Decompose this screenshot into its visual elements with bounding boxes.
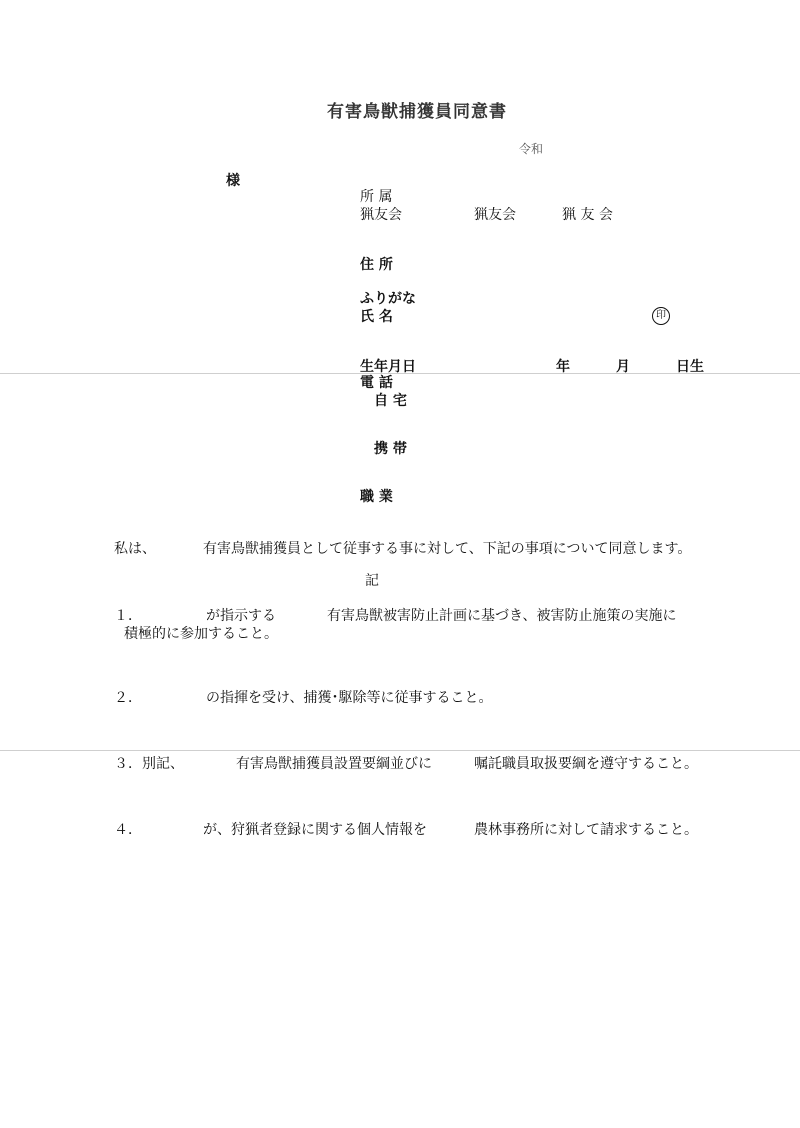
item-3-part-b: 嘱託職員取扱要綱を遵守すること。 [474,756,698,772]
furigana-label: ふりがな [360,291,416,307]
item-4-number: ４． [114,822,142,838]
phone-label: 電 話 [360,375,393,391]
item-2-text: の指揮を受け、捕獲･駆除等に従事すること。 [206,690,493,706]
item-1-number: １． [114,608,142,624]
occupation-label: 職 業 [360,489,393,505]
month-label: 月 [616,359,630,375]
home-phone-label: 自 宅 [374,393,407,409]
item-4-part-b: 農林事務所に対して請求すること。 [474,822,698,838]
day-label: 日生 [676,359,704,375]
mobile-phone-label: 携 帯 [374,441,407,457]
hunting-club-mid: 猟友会 [474,207,516,223]
addressee-suffix: 様 [226,173,240,189]
intro-text: 有害鳥獣捕獲員として従事する事に対して、下記の事項について同意します。 [203,541,692,557]
item-4-part-a: が、狩猟者登録に関する個人情報を [203,822,427,838]
intro-prefix: 私は、 [114,541,156,557]
item-1-continuation: 積極的に参加すること。 [124,626,278,642]
item-1-part-a: が指示する [206,608,276,624]
address-label: 住 所 [360,257,393,273]
document-title: 有害鳥獣捕獲員同意書 [327,102,507,122]
item-3-number: ３．別記、 [114,756,184,772]
affiliation-label: 所 属 [360,189,393,205]
item-2-number: ２． [114,690,142,706]
year-label: 年 [556,359,570,375]
hunting-club-right: 猟 友 会 [562,207,613,223]
scan-artifact-line [0,750,800,751]
hunting-club-label: 猟友会 [360,207,402,223]
era-label: 令和 [519,142,544,156]
birthdate-label: 生年月日 [360,359,416,375]
ki-heading: 記 [365,573,379,589]
item-3-part-a: 有害鳥獣捕獲員設置要綱並びに [236,756,432,772]
seal-mark-icon: 印 [652,307,670,325]
name-label: 氏 名 [360,309,393,325]
item-1-part-b: 有害鳥獣被害防止計画に基づき、被害防止施策の実施に [327,608,677,624]
